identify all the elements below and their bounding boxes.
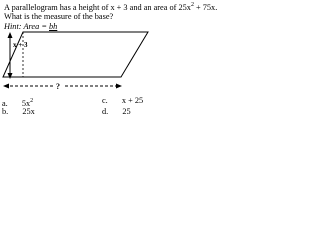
height-arrow [8, 32, 13, 79]
choice-text-base: 5x [21, 98, 31, 108]
answer-choice-c[interactable] [102, 96, 143, 107]
hint-formula: bh [49, 21, 58, 31]
problem-text-b: and an area of [127, 2, 179, 12]
parallelogram-shape [3, 32, 148, 77]
problem-line-1 [4, 1, 218, 12]
problem-statement [4, 1, 218, 32]
answer-choices [0, 96, 200, 120]
choice-letter: c. [102, 96, 108, 105]
answer-choice-b[interactable] [2, 107, 35, 118]
problem-question: What is the measure of the base? [4, 12, 114, 22]
base-label: ? [56, 82, 60, 90]
parallelogram-figure [0, 30, 200, 90]
choice-letter: d. [102, 107, 109, 116]
height-expression: x + 3 [110, 2, 128, 12]
problem-text-a: A parallelogram has a height of [4, 2, 111, 12]
area-rest: + 75x. [193, 2, 218, 12]
hint-prefix: Hint: Area = [4, 21, 50, 31]
answer-choice-d[interactable] [102, 107, 131, 118]
choice-text: 25x [22, 107, 35, 116]
choice-text: 25 [122, 107, 131, 116]
choice-text: x + 25 [121, 96, 144, 105]
area-exponent: 2 [190, 2, 194, 8]
choice-text-exponent: 2 [30, 98, 34, 104]
choice-letter: a. [2, 98, 8, 108]
height-label: x + 3 [13, 41, 28, 49]
choice-letter: b. [2, 107, 9, 116]
area-coefficient: 25x [178, 2, 191, 12]
